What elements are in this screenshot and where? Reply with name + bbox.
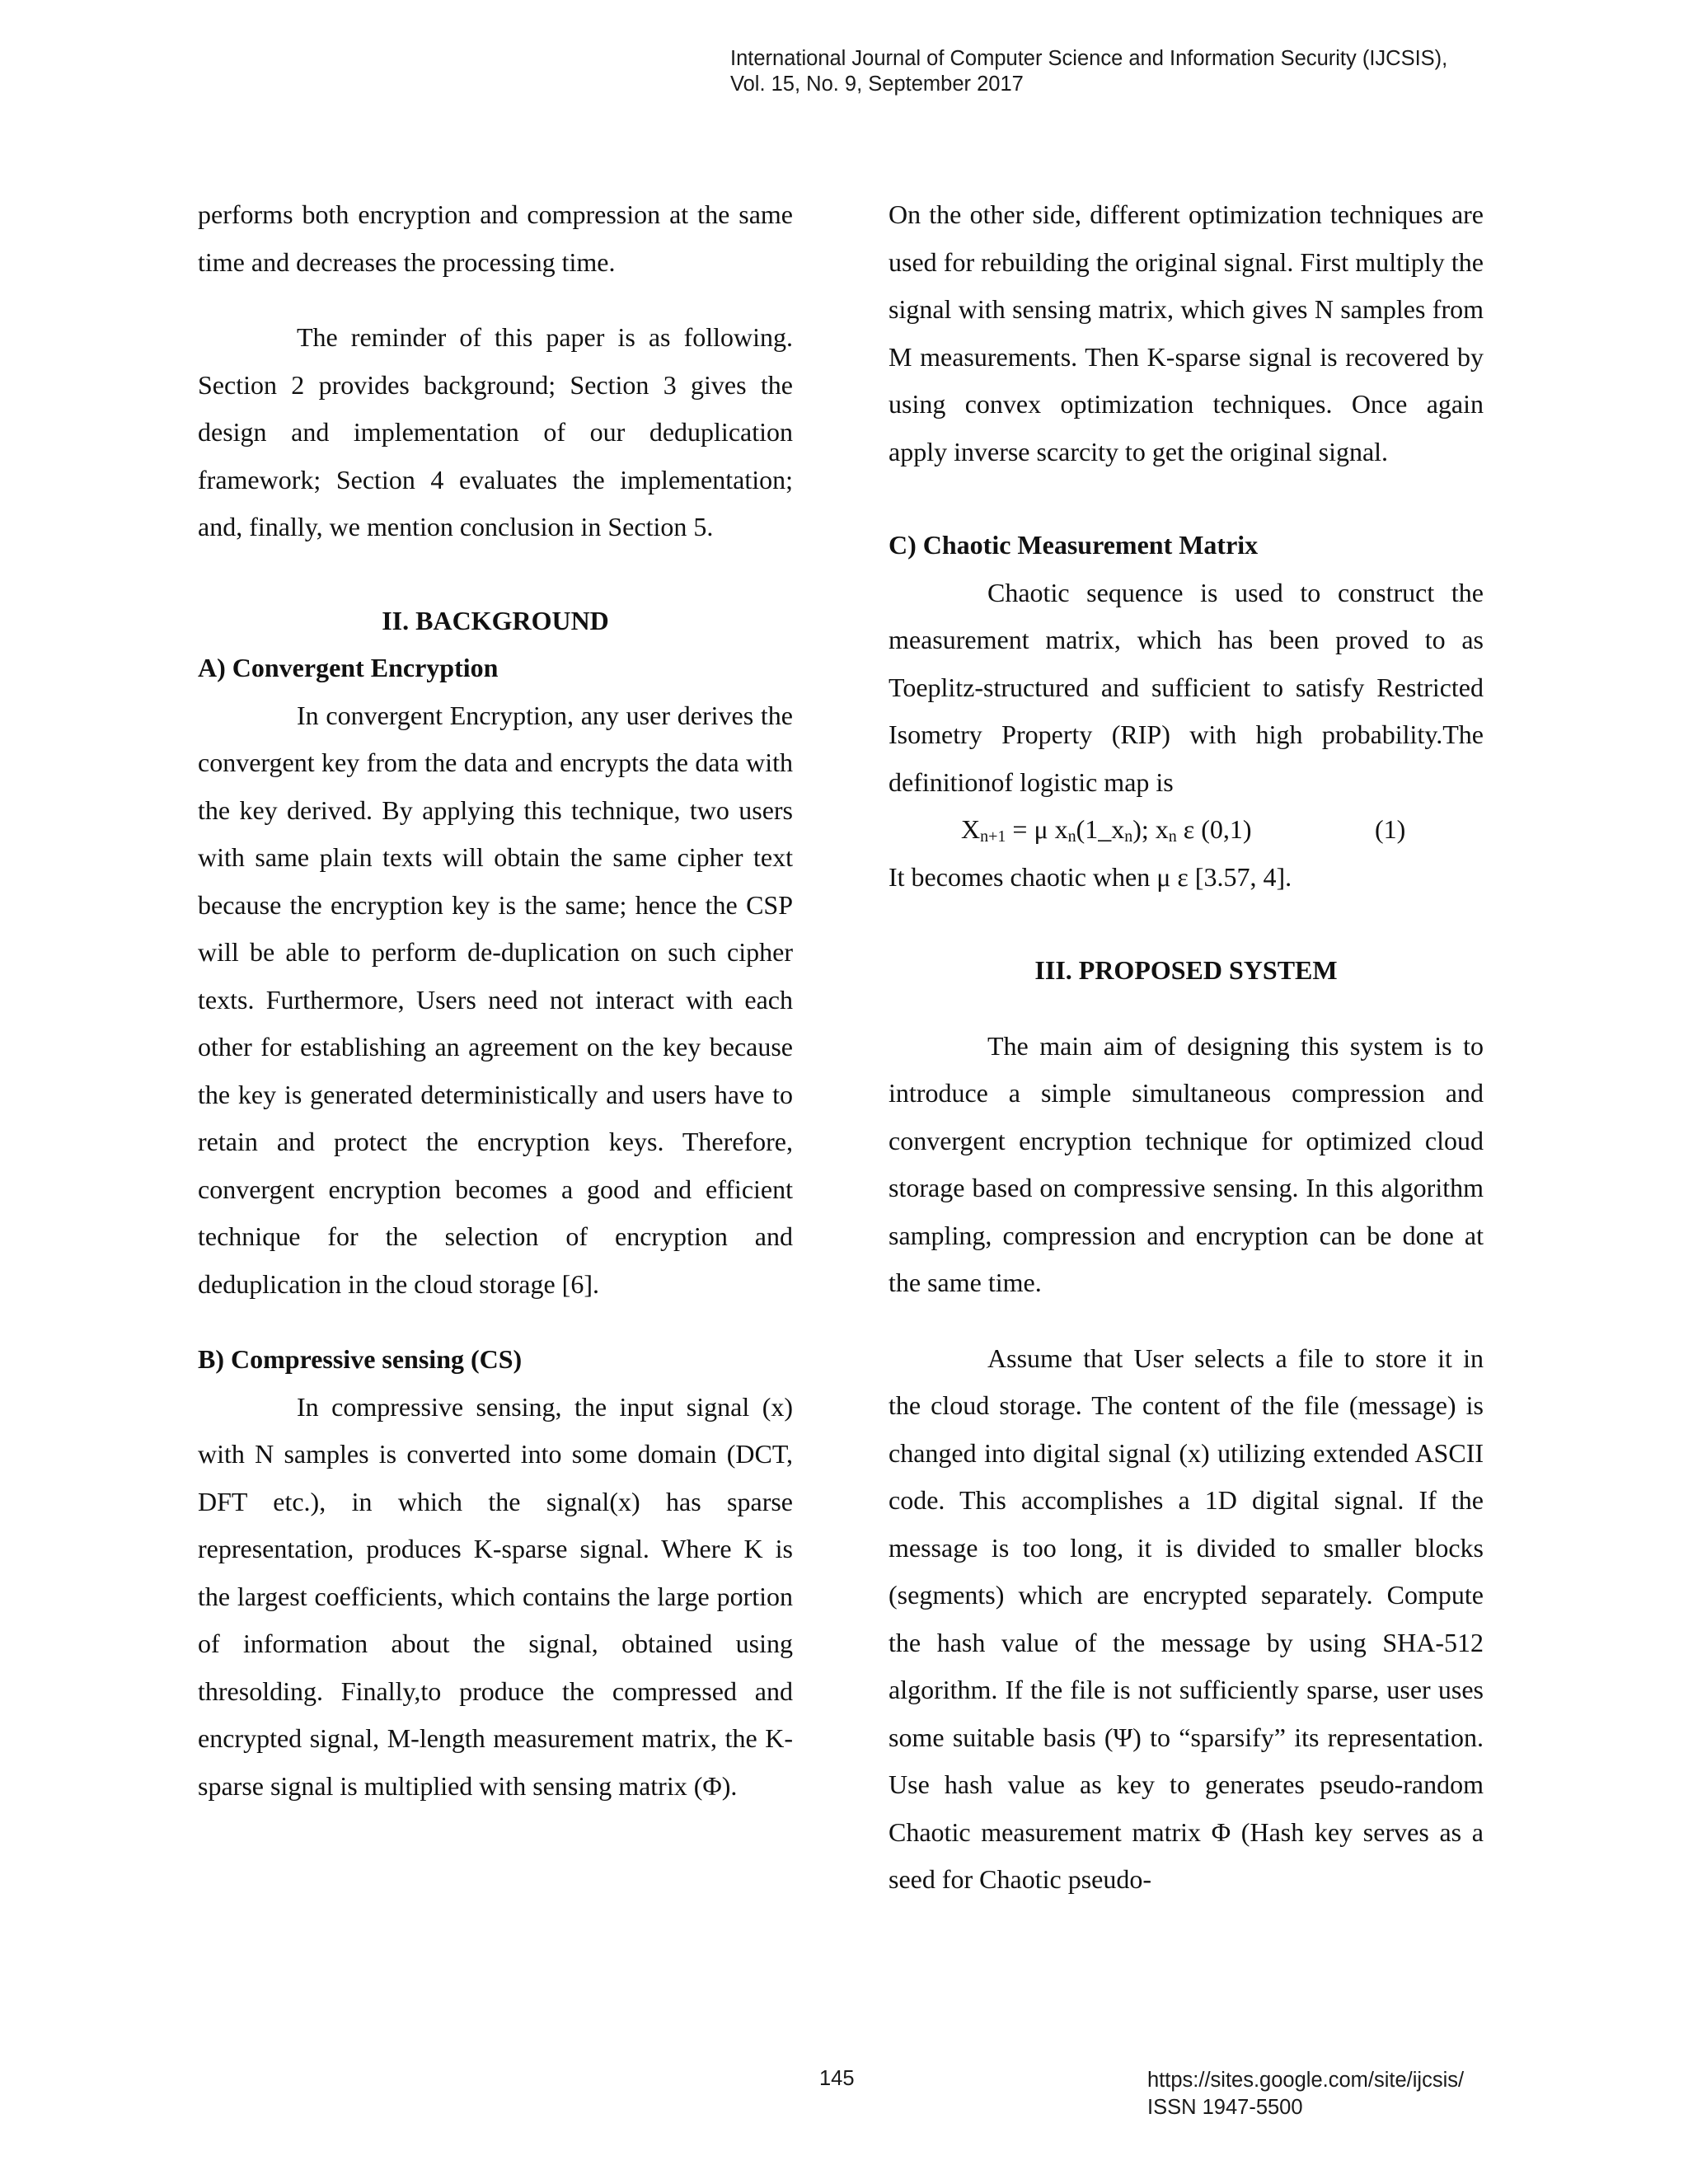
footer-issn: ISSN 1947-5500	[1147, 2096, 1303, 2119]
paragraph: Assume that User selects a file to store it in the cloud storage. The content of the file (message) is changed into digital signal (x) utilizing extended ASCII code. This accomplishes a 1D digital signal. If the message is too long, it is divided to smaller blocks (segments) which are encrypted separately. Compute the hash value of the message by using SHA-512 algorithm. If the file is not sufficiently sparse, user uses some suitable basis (Ψ) to “sparsify” its representation. Use hash value as key to generates pseudo-random Chaotic measurement matrix Φ (Hash key serves as a seed for Chaotic pseudo-	[889, 1343, 1484, 1894]
subsection-heading-chaotic-matrix: C) Chaotic Measurement Matrix	[889, 530, 1259, 560]
footer-info	[1147, 2067, 1464, 2121]
paragraph: It becomes chaotic when μ ε [3.57, 4].	[889, 861, 1292, 892]
footer-url: https://sites.google.com/site/ijcsis/	[1147, 2069, 1465, 2092]
journal-title: International Journal of Computer Science and Information Security (IJCSIS),	[730, 47, 1448, 70]
left-column	[198, 191, 793, 1810]
right-column	[889, 191, 1484, 1904]
paragraph: Chaotic sequence is used to construct the measurement matrix, which has been proved to as Toeplitz-structured and sufficient to satisfy Restricted Isometry Property (RIP) with high probability.The definitionof logistic map is	[889, 577, 1484, 797]
paragraph: The main aim of designing this system is to introduce a simple simultaneous compression and convergent encryption technique for optimized cloud storage based on compressive sensing. In this algorithm sampling, compression and encryption can be done at the same time.	[889, 1030, 1484, 1297]
paragraph: In compressive sensing, the input signal (x) with N samples is converted into some domain (DCT, DFT etc.), in which the signal(x) has sparse representation, produces K-sparse signal. Where K is the largest coefficients, which contains the large portion of information about the signal, obtained using thresolding. Finally,to produce the compressed and encrypted signal, M-length measurement matrix, the K-sparse signal is multiplied with sensing matrix (Φ).	[198, 1391, 793, 1801]
equation-logistic-map	[889, 806, 1484, 854]
subsection-heading-convergent-encryption: A) Convergent Encryption	[198, 653, 499, 682]
equation-number: (1)	[1375, 814, 1406, 844]
journal-header	[730, 46, 1447, 97]
paragraph: In convergent Encryption, any user derives the convergent key from the data and encrypts the data with the key derived. By applying this technique, two users with same plain texts will obtain the same cipher text because the encryption key is the same; hence the CSP will be able to perform de-duplication on such cipher texts. Furthermore, Users need not interact with each other for establishing an agreement on the key because the key is generated deterministically and users have to retain and protect the encryption keys. Therefore, convergent encryption becomes a good and efficient technique for the selection of encryption and deduplication in the cloud storage [6].	[198, 700, 793, 1299]
section-heading-background: II. BACKGROUND	[382, 605, 609, 635]
journal-volume: Vol. 15, No. 9, September 2017	[730, 73, 1024, 96]
paragraph: performs both encryption and compression at the same time and decreases the processing time.	[198, 199, 793, 277]
section-heading-proposed-system: III. PROPOSED SYSTEM	[1034, 955, 1338, 985]
paragraph: The reminder of this paper is as following. Section 2 provides background; Section 3 gives the design and implementation of our deduplication framework; Section 4 evaluates the implementation; and, finally, we mention conclusion in Section 5.	[198, 322, 793, 541]
equation-expression: $X_{n+1} = \mu$ $x_n(1\_x_n)$; $x_n$ ε (0,1)	[961, 814, 1252, 846]
subsection-heading-compressive-sensing: B) Compressive sensing (CS)	[198, 1344, 523, 1374]
paragraph: On the other side, different optimization techniques are used for rebuilding the original signal. First multiply the signal with sensing matrix, which gives N samples from M measurements. Then K-sparse signal is recovered by using convex optimization techniques. Once again apply inverse scarcity to get the original signal.	[889, 199, 1484, 466]
page-number: 145	[819, 2067, 855, 2090]
